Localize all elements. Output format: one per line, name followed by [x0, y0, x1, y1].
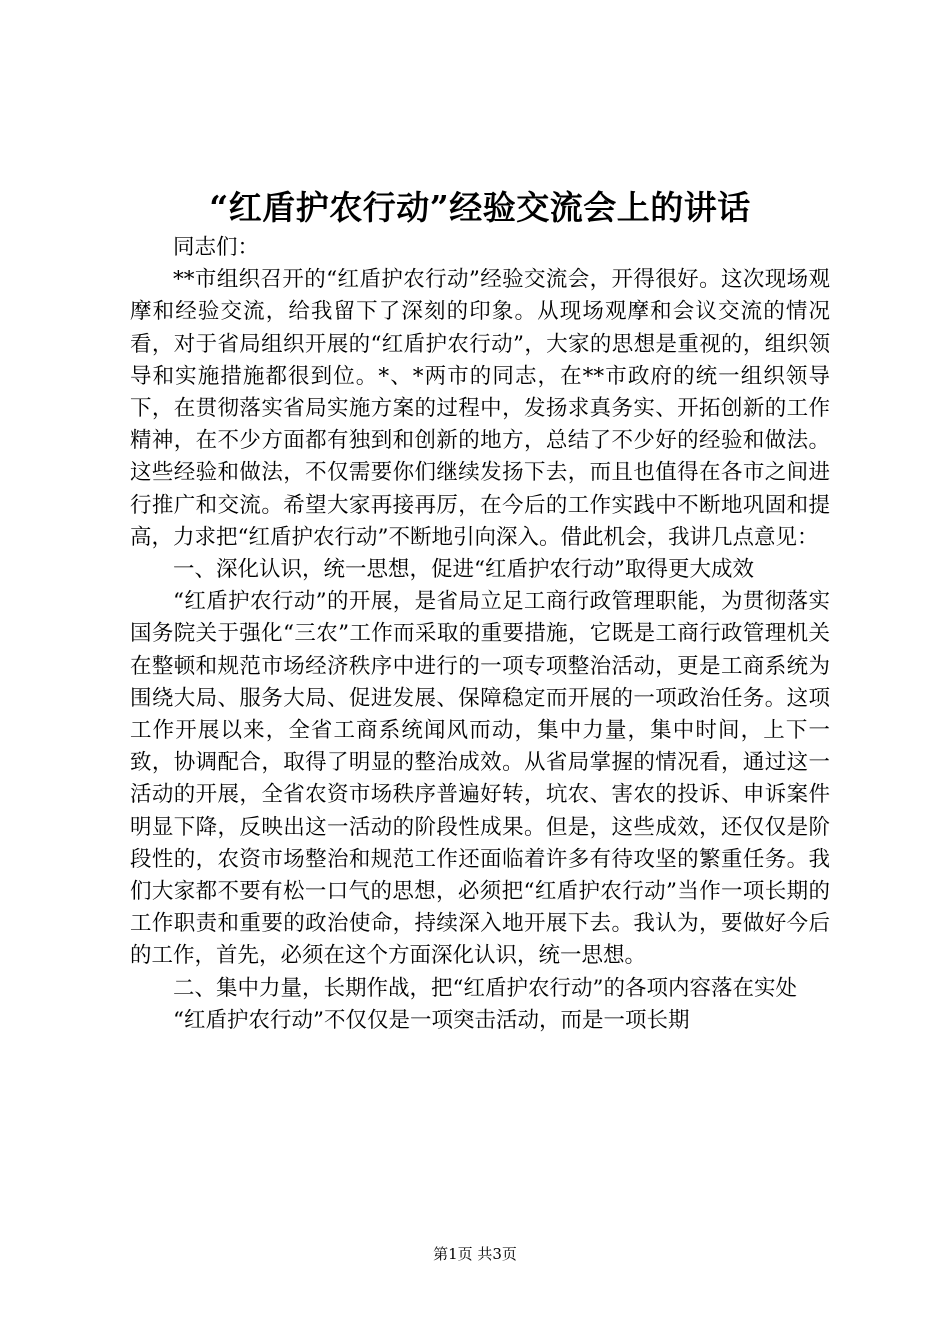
body-paragraph: **市组织召开的“红盾护农行动”经验交流会，开得很好。这次现场观摩和经验交流，给我留下了深刻的印象。从现场观摩和会议交流的情况看，对于省局组织开展的“红盾护农行动”，大家的思想是重视的，组织领导和实施措施都很到位。*、*两市的同志，在**市政府的统一组织领导下，在贯彻落实省局实施方案的过程中，发扬求真务实、开拓创新的工作精神，在不少方面都有独到和创新的地方，总结了不少好的经验和做法。这些经验和做法，不仅需要你们继续发扬下去，而且也值得在各市之间进行推广和交流。希望大家再接再厉，在今后的工作实践中不断地巩固和提高，力求把“红盾护农行动”不断地引向深入。借此机会，我讲几点意见： — [130, 267, 830, 550]
page-number-footer: 第1页 共3页 — [433, 1245, 517, 1263]
section-heading: 一、深化认识，统一思想，促进“红盾护农行动”取得更大成效 — [173, 557, 754, 583]
document-title: “红盾护农行动”经验交流会上的讲话 — [209, 188, 751, 227]
document-body — [130, 232, 830, 1037]
salutation: 同志们： — [173, 235, 260, 260]
body-paragraph: “红盾护农行动”的开展，是省局立足工商行政管理职能，为贯彻落实国务院关于强化“三农”工作而采取的重要措施，它既是工商行政管理机关在整顿和规范市场经济秩序中进行的一项专项整治活动，更是工商系统为围绕大局、服务大局、促进发展、保障稳定而开展的一项政治任务。这项工作开展以来，全省工商系统闻风而动，集中力量，集中时间，上下一致，协调配合，取得了明显的整治成效。从省局掌握的情况看，通过这一活动的开展，全省农资市场秩序普遍好转，坑农、害农的投诉、申诉案件明显下降，反映出这一活动的阶段性成果。但是，这些成效，还仅仅是阶段性的，农资市场整治和规范工作还面临着许多有待攻坚的繁重任务。我们大家都不要有松一口气的思想，必须把“红盾护农行动”当作一项长期的工作职责和重要的政治使命，持续深入地开展下去。我认为，要做好今后的工作，首先，必须在这个方面深化认识，统一思想。 — [130, 589, 830, 969]
body-paragraph: “红盾护农行动”不仅仅是一项突击活动，而是一项长期 — [173, 1007, 690, 1033]
section-heading: 二、集中力量，长期作战，把“红盾护农行动”的各项内容落在实处 — [173, 975, 797, 1001]
